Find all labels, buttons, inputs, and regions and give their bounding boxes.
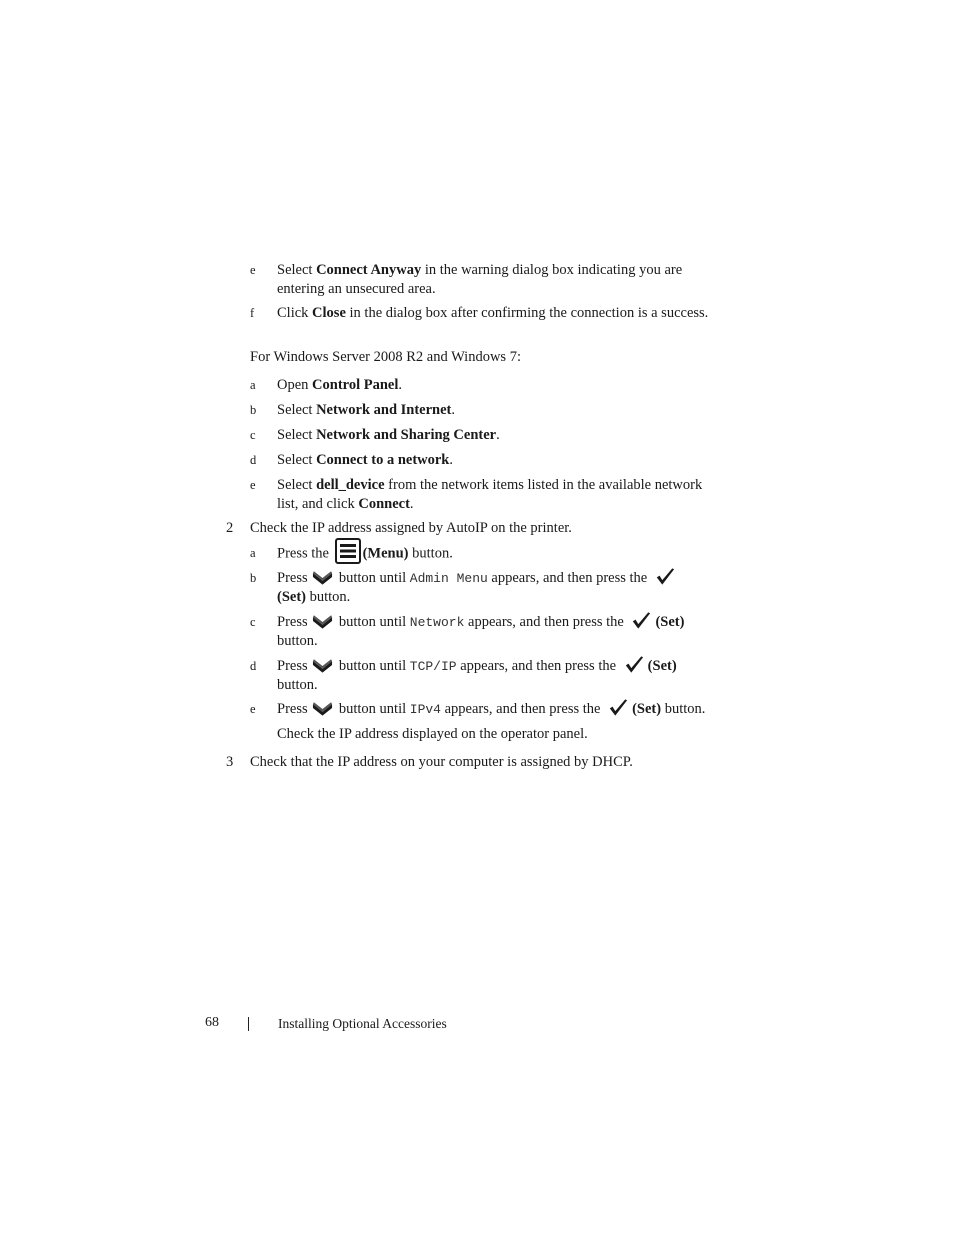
list-item: c Press button until Network appears, and then press the (Set) button.	[250, 613, 720, 651]
list-item: e Select Connect Anyway in the warning dialog box indicating you are entering an unsecured area.	[250, 262, 683, 297]
footer-divider	[248, 1017, 249, 1031]
checkmark-set-icon	[608, 698, 628, 717]
list-item: c Select Network and Sharing Center.	[250, 427, 500, 443]
instruction-note: Check the IP address displayed on the operator panel.	[277, 726, 588, 742]
down-arrow-icon	[312, 657, 333, 673]
down-arrow-icon	[312, 569, 333, 585]
footer-section-title: Installing Optional Accessories	[278, 1016, 447, 1031]
down-arrow-icon	[312, 613, 333, 629]
list-item: a Press the (Menu) button.	[250, 544, 720, 564]
list-item: e Press button until IPv4 appears, and then press the (Set) button.	[250, 700, 740, 719]
checkmark-set-icon	[624, 655, 644, 674]
list-item: b Press button until Admin Menu appears, and then press the (Set) button.	[250, 569, 720, 607]
down-arrow-icon	[312, 700, 333, 716]
checkmark-set-icon	[655, 567, 675, 586]
list-item: f Click Close in the dialog box after confirming the connection is a success.	[250, 305, 709, 321]
checkmark-set-icon	[631, 611, 651, 630]
list-item: b Select Network and Internet.	[250, 402, 456, 418]
step-item: 3 Check that the IP address on your computer is assigned by DHCP.	[226, 754, 633, 770]
list-item: a Open Control Panel.	[250, 377, 402, 393]
page-number: 68	[205, 1015, 219, 1030]
list-item: d Select Connect to a network.	[250, 452, 453, 468]
menu-button-icon	[335, 538, 361, 564]
section-intro: For Windows Server 2008 R2 and Windows 7:	[250, 349, 521, 365]
list-item: d Press button until TCP/IP appears, and then press the (Set) button.	[250, 657, 720, 695]
step-item: 2 Check the IP address assigned by AutoIP on the printer.	[226, 520, 572, 536]
list-item: e Select dell_device from the network items listed in the available network list, and click Connect.	[250, 477, 703, 512]
